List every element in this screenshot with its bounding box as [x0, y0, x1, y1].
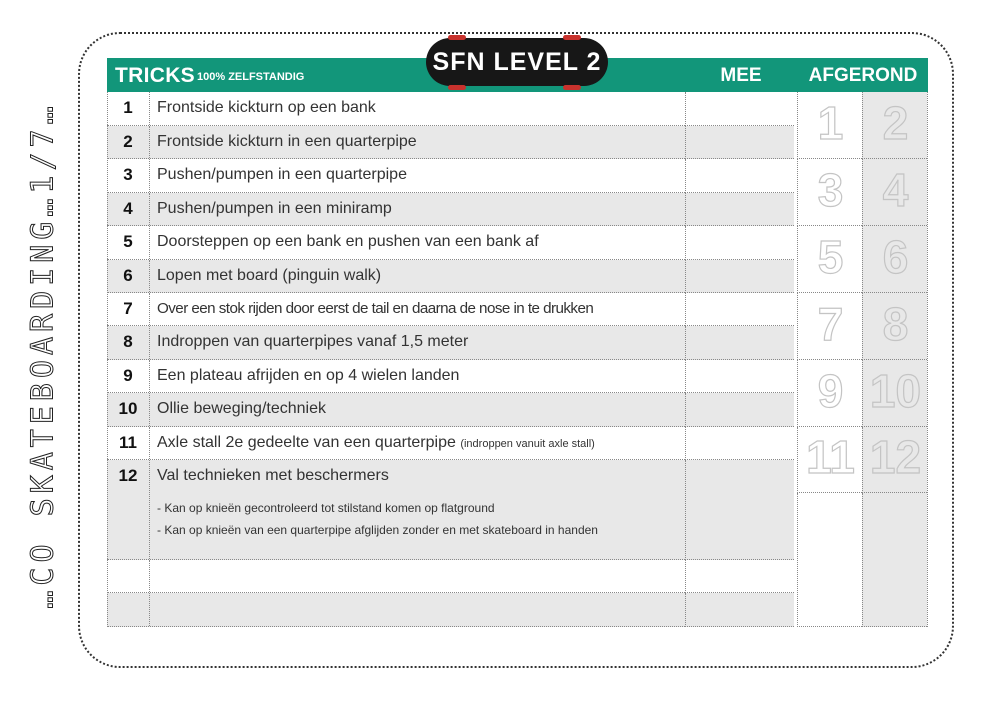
trick-number: 6	[123, 266, 133, 285]
afgerond-cell[interactable]	[862, 360, 927, 427]
afgerond-number: 4	[882, 164, 909, 216]
mee-bezig-cell[interactable]	[685, 360, 794, 393]
afgerond-cell[interactable]	[797, 293, 862, 360]
trick-number: 7	[123, 299, 133, 318]
afgerond-cell[interactable]	[797, 159, 862, 226]
trick-number: 2	[123, 132, 133, 151]
trick-number: 1	[123, 98, 133, 117]
mee-bezig-cell[interactable]	[685, 560, 794, 593]
mee-bezig-cell[interactable]	[685, 326, 794, 360]
afgerond-number: 8	[882, 298, 909, 350]
skateboard-wheel-icon	[448, 85, 466, 90]
afgerond-cell[interactable]	[797, 427, 862, 493]
afgerond-number: 5	[817, 231, 844, 283]
afgerond-cell[interactable]	[862, 226, 927, 293]
mee-bezig-heading: MEE BEZIG	[711, 65, 771, 122]
trick-label: Pushen/pumpen in een miniramp	[157, 200, 392, 217]
empty-row	[107, 560, 685, 593]
trick-row-7	[107, 293, 685, 326]
afgerond-heading: AFGEROND	[808, 65, 918, 86]
trick-row-1	[107, 92, 685, 126]
trick-12-bullets	[157, 497, 598, 541]
afgerond-cell[interactable]	[862, 92, 927, 159]
trick-row-8	[107, 326, 685, 360]
trick-label: Val technieken met beschermers	[157, 467, 389, 484]
trick-label-note: (indroppen vanuit axle stall)	[460, 438, 595, 450]
trick-label: Pushen/pumpen in een quarterpipe	[157, 166, 407, 183]
trick-row-4	[107, 193, 685, 226]
mee-bezig-cell[interactable]	[685, 92, 794, 126]
mee-bezig-cell[interactable]	[685, 293, 794, 326]
mee-bezig-cell[interactable]	[685, 393, 794, 427]
afgerond-number: 7	[817, 298, 844, 350]
trick-label: Frontside kickturn in een quarterpipe	[157, 133, 417, 150]
bullet-item: - Kan op knieën van een quarterpipe afglijden zonder en met skateboard in handen	[157, 523, 598, 537]
trick-number: 10	[118, 399, 138, 418]
table-left-border	[107, 92, 108, 627]
afgerond-cell[interactable]	[797, 360, 862, 427]
afgerond-number: 3	[817, 164, 844, 216]
skateboard-wheel-icon	[563, 35, 581, 40]
afgerond-cell[interactable]	[797, 226, 862, 293]
trick-label: Frontside kickturn op een bank	[157, 99, 376, 116]
afgerond-number: 12	[869, 431, 922, 483]
mee-bezig-cell[interactable]	[685, 260, 794, 293]
afgerond-number: 11	[806, 431, 855, 483]
trick-number: 9	[123, 366, 133, 385]
tricks-heading: TRICKS	[115, 64, 195, 87]
trick-number: 11	[119, 433, 137, 452]
afgerond-number: 10	[869, 365, 922, 417]
bullet-item: - Kan op knieën gecontroleerd tot stilstand komen op flatground	[157, 501, 495, 515]
level-badge: SFN LEVEL 2	[426, 38, 608, 86]
table-right-border	[927, 92, 928, 627]
trick-label	[157, 427, 595, 460]
afgerond-cell[interactable]	[797, 92, 862, 159]
mee-bezig-cell[interactable]	[685, 159, 794, 193]
trick-label: Een plateau afrijden en op 4 wielen landen	[157, 367, 460, 384]
trick-row-5	[107, 226, 685, 260]
side-label-text: …CO SKATEBOARDING…1/7…	[25, 101, 61, 609]
mee-bezig-cell[interactable]	[685, 226, 794, 260]
mee-bezig-cell[interactable]	[685, 126, 794, 159]
trick-label: Over een stok rijden door eerst de tail en daarna de nose in te drukken	[157, 300, 594, 317]
trick-label-main: Axle stall 2e gedeelte van een quarterpipe	[157, 434, 456, 451]
afgerond-cell[interactable]	[862, 493, 927, 627]
trick-number: 8	[123, 332, 133, 351]
afgerond-number: 2	[882, 97, 909, 149]
trick-row-6	[107, 260, 685, 293]
afgerond-cell[interactable]	[862, 427, 927, 493]
afgerond-cell[interactable]	[797, 493, 862, 627]
trick-number: 5	[123, 232, 133, 251]
afgerond-number: 6	[882, 231, 909, 283]
trick-label: Lopen met board (pinguin walk)	[157, 267, 382, 284]
mee-bezig-cell[interactable]	[685, 593, 794, 627]
afgerond-number: 9	[817, 365, 844, 417]
trick-number: 3	[123, 165, 133, 184]
mee-bezig-cell[interactable]	[685, 460, 794, 560]
trick-row-10	[107, 393, 685, 427]
trick-label: Ollie beweging/techniek	[157, 400, 326, 417]
empty-row	[107, 593, 685, 627]
trick-label: Indroppen van quarterpipes vanaf 1,5 meter	[157, 333, 469, 350]
trick-row-2	[107, 126, 685, 159]
trick-number: 4	[123, 199, 133, 218]
trick-row-3	[107, 159, 685, 193]
afgerond-cell[interactable]	[862, 293, 927, 360]
trick-row-11	[107, 427, 685, 460]
trick-row-9	[107, 360, 685, 393]
skateboard-wheel-icon	[448, 35, 466, 40]
side-label	[18, 40, 68, 670]
mee-bezig-cell[interactable]	[685, 193, 794, 226]
afgerond-number: 1	[817, 97, 844, 149]
mee-bezig-cell[interactable]	[685, 427, 794, 460]
trick-row-12	[107, 460, 685, 560]
trick-number: 12	[118, 466, 138, 485]
afgerond-cell[interactable]	[862, 159, 927, 226]
trick-label: Doorsteppen op een bank en pushen van een bank af	[157, 233, 539, 250]
skateboard-wheel-icon	[563, 85, 581, 90]
tricks-subheading: 100% ZELFSTANDIG	[197, 71, 305, 83]
